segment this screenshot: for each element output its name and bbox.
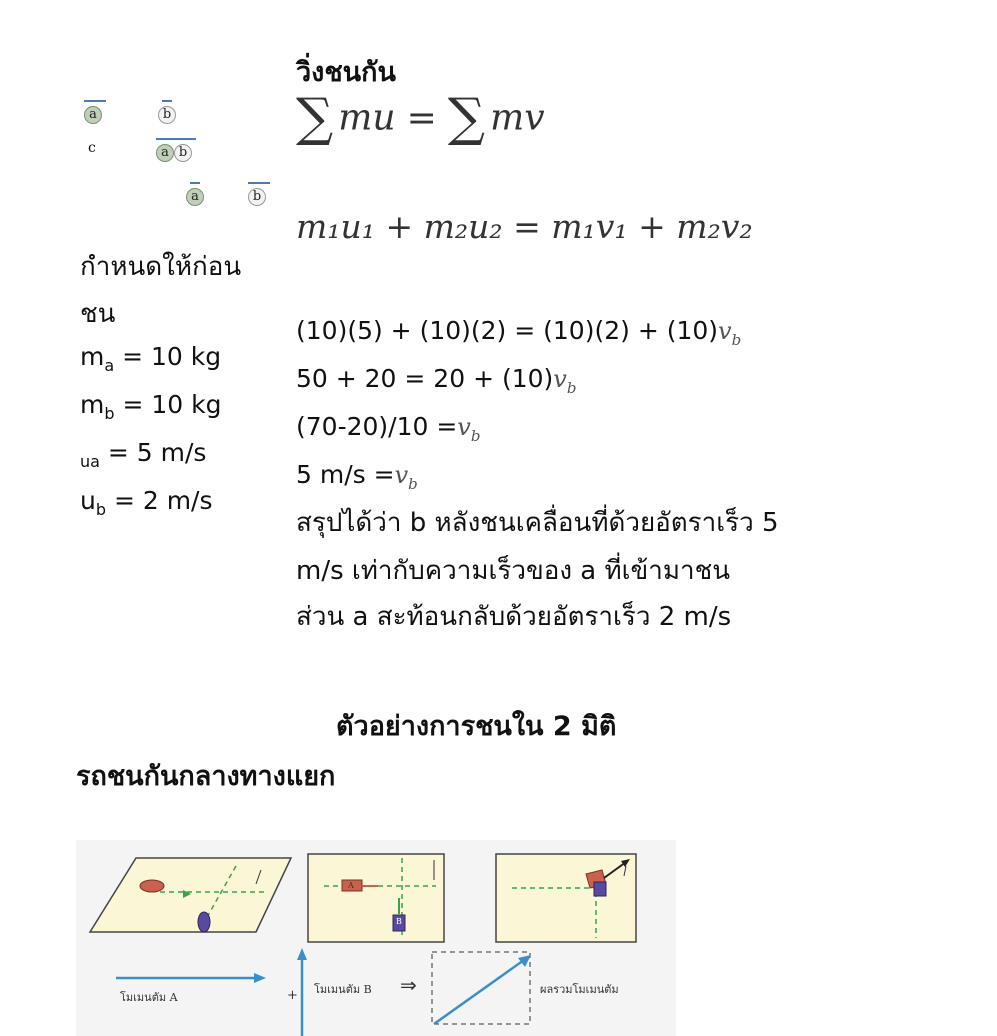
momentum-full-formula: m₁u₁ + m₂u₂ = m₁v₁ + m₂v₂ bbox=[296, 207, 753, 246]
sigma-left: ∑ bbox=[296, 88, 334, 148]
panel-2 bbox=[308, 854, 444, 942]
given-title-2: ชน bbox=[80, 299, 116, 329]
ball-a-after: a bbox=[186, 182, 204, 206]
panel-3 bbox=[496, 854, 636, 942]
momentum-sum-arrow bbox=[434, 960, 524, 1024]
conclusion-line-3: ส่วน a สะท้อนกลับด้วยอัตราเร็ว 2 m/s bbox=[296, 602, 732, 632]
given-title: กำหนดให้ก่อน bbox=[80, 252, 242, 282]
formula-left: mu bbox=[338, 97, 396, 139]
example-subtitle: รถชนกันกลางทางแยก bbox=[76, 761, 336, 792]
step-line-4: 5 $m/s =v_b$ bbox=[296, 460, 418, 493]
step-line-2: $50 + 20 = 20 + (10)v_b$ bbox=[296, 364, 577, 397]
label-c: c bbox=[88, 140, 96, 156]
intersection-panels bbox=[76, 840, 676, 1036]
label-momentum-a: โมเมนตัม A bbox=[120, 991, 178, 1004]
car-a-icon bbox=[140, 880, 164, 892]
step-line-3: $(70-20)/10 =v_b$ bbox=[296, 412, 481, 445]
given-mb: $m_b = 10$ kg bbox=[80, 390, 222, 423]
ball-a-moving: a bbox=[84, 100, 106, 124]
example-title: ตัวอย่างการชนใน 2 มิติ bbox=[336, 711, 617, 742]
label-plus: + bbox=[287, 988, 298, 1003]
ball-b-after: b bbox=[248, 182, 270, 206]
balls-colliding: a b bbox=[156, 138, 196, 162]
sigma-right: ∑ bbox=[447, 88, 486, 148]
panel-1 bbox=[90, 858, 291, 932]
conclusion-line-1: สรุปได้ว่า b หลังชนเคลื่อนที่ด้วยอัตราเร็ว 5 bbox=[296, 508, 779, 538]
collision-sketch bbox=[80, 100, 290, 220]
car-b-icon bbox=[198, 912, 210, 932]
momentum-sum-formula bbox=[296, 88, 545, 158]
step-line-1: $(10)(5) + (10)(2) = (10)(2) + (10)v_b$ bbox=[296, 316, 742, 349]
label-momentum-sum: ผลรวมโมเมนตัม bbox=[540, 983, 619, 996]
car-b-label: B bbox=[396, 917, 402, 926]
section-heading: วิ่งชนกัน bbox=[296, 57, 396, 88]
formula-equals: = bbox=[406, 97, 437, 139]
given-ub: $u_b = 2$ m/s bbox=[80, 486, 213, 519]
conclusion-line-2: m/s เท่ากับความเร็วของ a ที่เข้ามาชน bbox=[296, 556, 731, 586]
label-momentum-b: โมเมนตัม B bbox=[314, 983, 372, 996]
formula-right: mv bbox=[490, 97, 545, 139]
given-ma: $m_a = 10$ kg bbox=[80, 342, 222, 375]
given-ua: $_{ua}$ = 5 m/s bbox=[80, 438, 207, 471]
car-a-label: A bbox=[348, 881, 354, 890]
ball-b-rest: b bbox=[158, 100, 176, 124]
svg-text:⇒: ⇒ bbox=[400, 973, 417, 997]
